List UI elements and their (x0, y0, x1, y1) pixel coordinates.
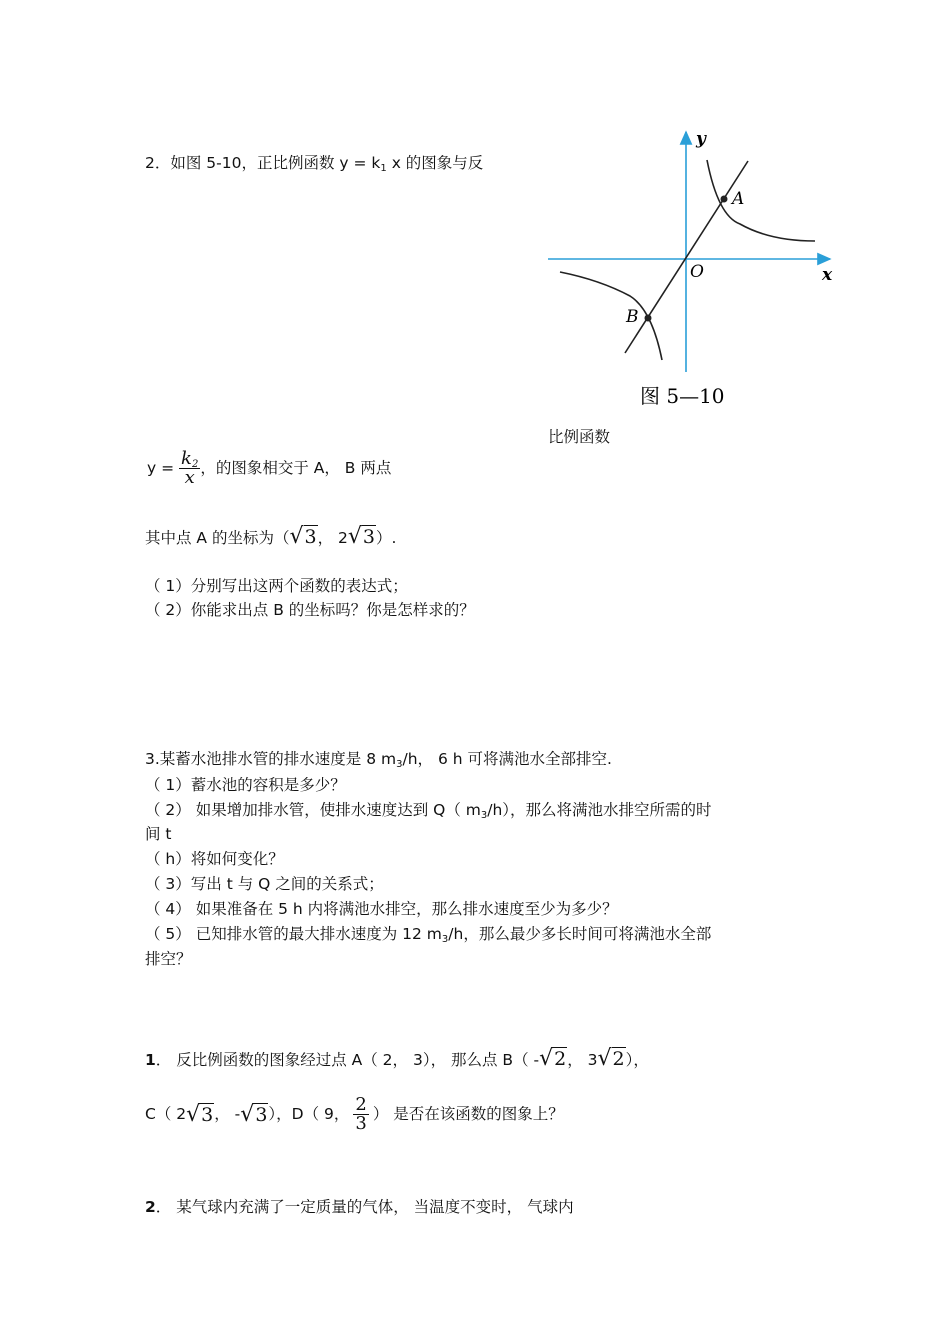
p1-line1: 1． 反比例函数的图象经过点 A（ 2， 3）， 那么点 B（ -√2， 3√2）， (145, 1046, 649, 1071)
label-a: A (732, 189, 745, 209)
q3-line2: （ 1）蓄水池的容积是多少？ (145, 776, 346, 794)
sqrt-2: √2 (539, 1046, 567, 1071)
sqrt-2: √2 (597, 1046, 625, 1071)
fraction-k2-over-x: $\frac{k2}{x}$ (181, 448, 199, 488)
point-a (721, 196, 728, 203)
q3-line8: （ 5） 已知排水管的最大排水速度为 12 m3/h，那么最少多长时间可将满池水全部 (145, 925, 712, 945)
q3-line4: 间 t (145, 825, 172, 843)
q3-line6: （ 3）写出 t 与 Q 之间的关系式； (145, 875, 384, 893)
q2-sub1: （ 1）分别写出这两个函数的表达式； (145, 577, 408, 595)
q3-line1: 3.某蓄水池排水管的排水速度是 8 m3/h， 6 h 可将满池水全部排空. (145, 750, 612, 770)
q2-coord-line: 其中点 A 的坐标为（√3， 2√3）. (145, 524, 397, 549)
label-y: y (696, 129, 706, 149)
label-b: B (626, 307, 639, 327)
q3-line7: （ 4） 如果准备在 5 h 内将满池水排空，那么排水速度至少为多少？ (145, 900, 618, 918)
point-b (645, 315, 652, 322)
figure-caption: 图 5—10 (640, 384, 725, 408)
q3-line3: （ 2） 如果增加排水管，使排水速度达到 Q（ m3/h），那么将满池水排空所需的时 (145, 801, 712, 821)
q3-line5: （ h）将如何变化？ (145, 850, 284, 868)
q2-continuation: 比例函数 (548, 428, 611, 446)
fraction-2-over-3: $\frac{2}{3}$ (355, 1094, 367, 1134)
q2-line1: 2．如图 5-10，正比例函数 y = k1 x 的图象与反 (145, 154, 484, 174)
p2-line1: 2． 某气球内充满了一定质量的气体， 当温度不变时， 气球内 (145, 1198, 574, 1216)
sqrt-3: √3 (289, 524, 317, 549)
sqrt-3: √3 (186, 1101, 214, 1127)
sqrt-3: √3 (347, 524, 376, 549)
p1-line2: C（ 2√3， -√3），D（ 9， $\frac{2}{3}$ ） 是否在该函数的图象上？ (145, 1094, 564, 1134)
figure-5-10 (540, 120, 840, 420)
label-o: O (690, 262, 704, 282)
q2-formula-line: y = $\frac{k2}{x}$ ，的图象相交于 A， B 两点 (147, 448, 392, 488)
q3-line9: 排空？ (145, 950, 192, 968)
sqrt-3: √3 (240, 1101, 268, 1127)
label-x: x (822, 265, 833, 285)
q2-sub2: （ 2）你能求出点 B 的坐标吗？你是怎样求的？ (145, 601, 475, 619)
